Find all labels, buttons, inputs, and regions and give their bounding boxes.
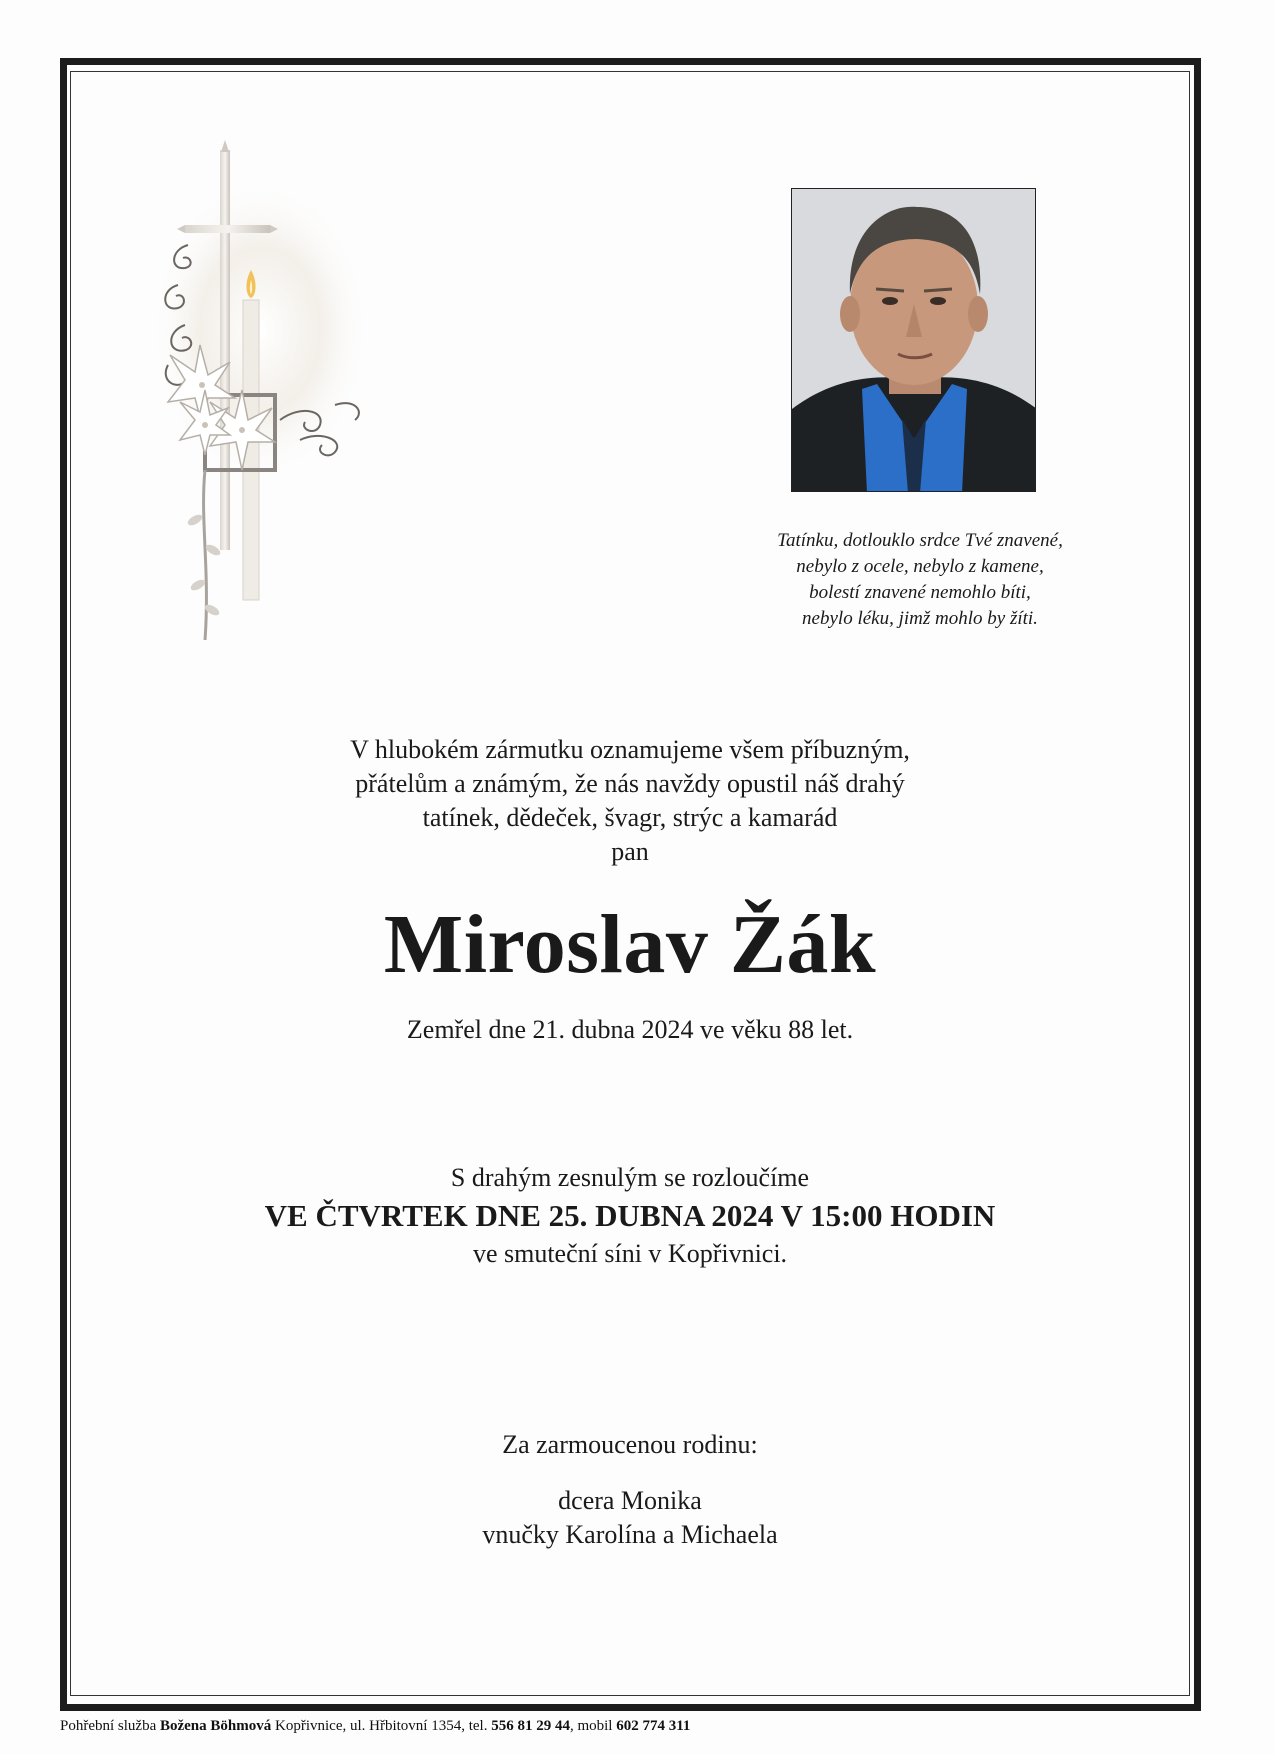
footer-prefix: Pohřební služba xyxy=(60,1718,160,1734)
intro-line: pan xyxy=(611,837,649,866)
ceremony-date: VE ČTVRTEK DNE 25. DUBNA 2024 V 15:00 HODIN xyxy=(264,1198,996,1233)
footer-funeral-service xyxy=(60,1718,1201,1735)
poem-line: nebylo léku, jimž mohlo by žíti. xyxy=(802,608,1038,629)
footer-address: Kopřivnice, ul. Hřbitovní 1354, tel. xyxy=(271,1718,492,1734)
poem-line: Tatínku, dotlouklo srdce Tvé znavené, xyxy=(777,530,1063,551)
intro-line: V hlubokém zármutku oznamujeme všem příbuzným, xyxy=(350,735,910,764)
poem-line: bolestí znavené nemohlo bíti, xyxy=(809,582,1031,603)
poem xyxy=(700,528,1140,632)
farewell-line-1: S drahým zesnulým se rozloučíme xyxy=(450,1163,810,1192)
farewell-info xyxy=(140,1160,1120,1272)
portrait-photo xyxy=(791,188,1036,492)
poem-line: nebylo z ocele, nebylo z kamene, xyxy=(796,556,1044,577)
family-heading: Za zarmoucenou rodinu: xyxy=(502,1430,758,1459)
deceased-name: Miroslav Žák xyxy=(383,898,877,991)
ceremony-place: ve smuteční síni v Kopřivnici. xyxy=(472,1239,788,1268)
death-line: Zemřel dne 21. dubna 2024 ve věku 88 let. xyxy=(406,1015,854,1044)
intro-line: tatínek, dědeček, švagr, strýc a kamarád xyxy=(422,803,838,832)
family-member: dcera Monika xyxy=(558,1486,702,1515)
intro-line: přátelům a známým, že nás navždy opustil náš drahý xyxy=(355,769,905,798)
family-member: vnučky Karolína a Michaela xyxy=(482,1520,778,1549)
family-section xyxy=(190,1428,1070,1552)
cross-candle-ornament xyxy=(150,140,400,660)
footer-mobile-label: , mobil xyxy=(569,1718,617,1734)
footer-owner: Božena Böhmová xyxy=(159,1718,272,1734)
footer-phone: 556 81 29 44 xyxy=(491,1718,570,1734)
footer-mobile: 602 774 311 xyxy=(616,1718,691,1734)
announcement-intro xyxy=(190,733,1070,869)
